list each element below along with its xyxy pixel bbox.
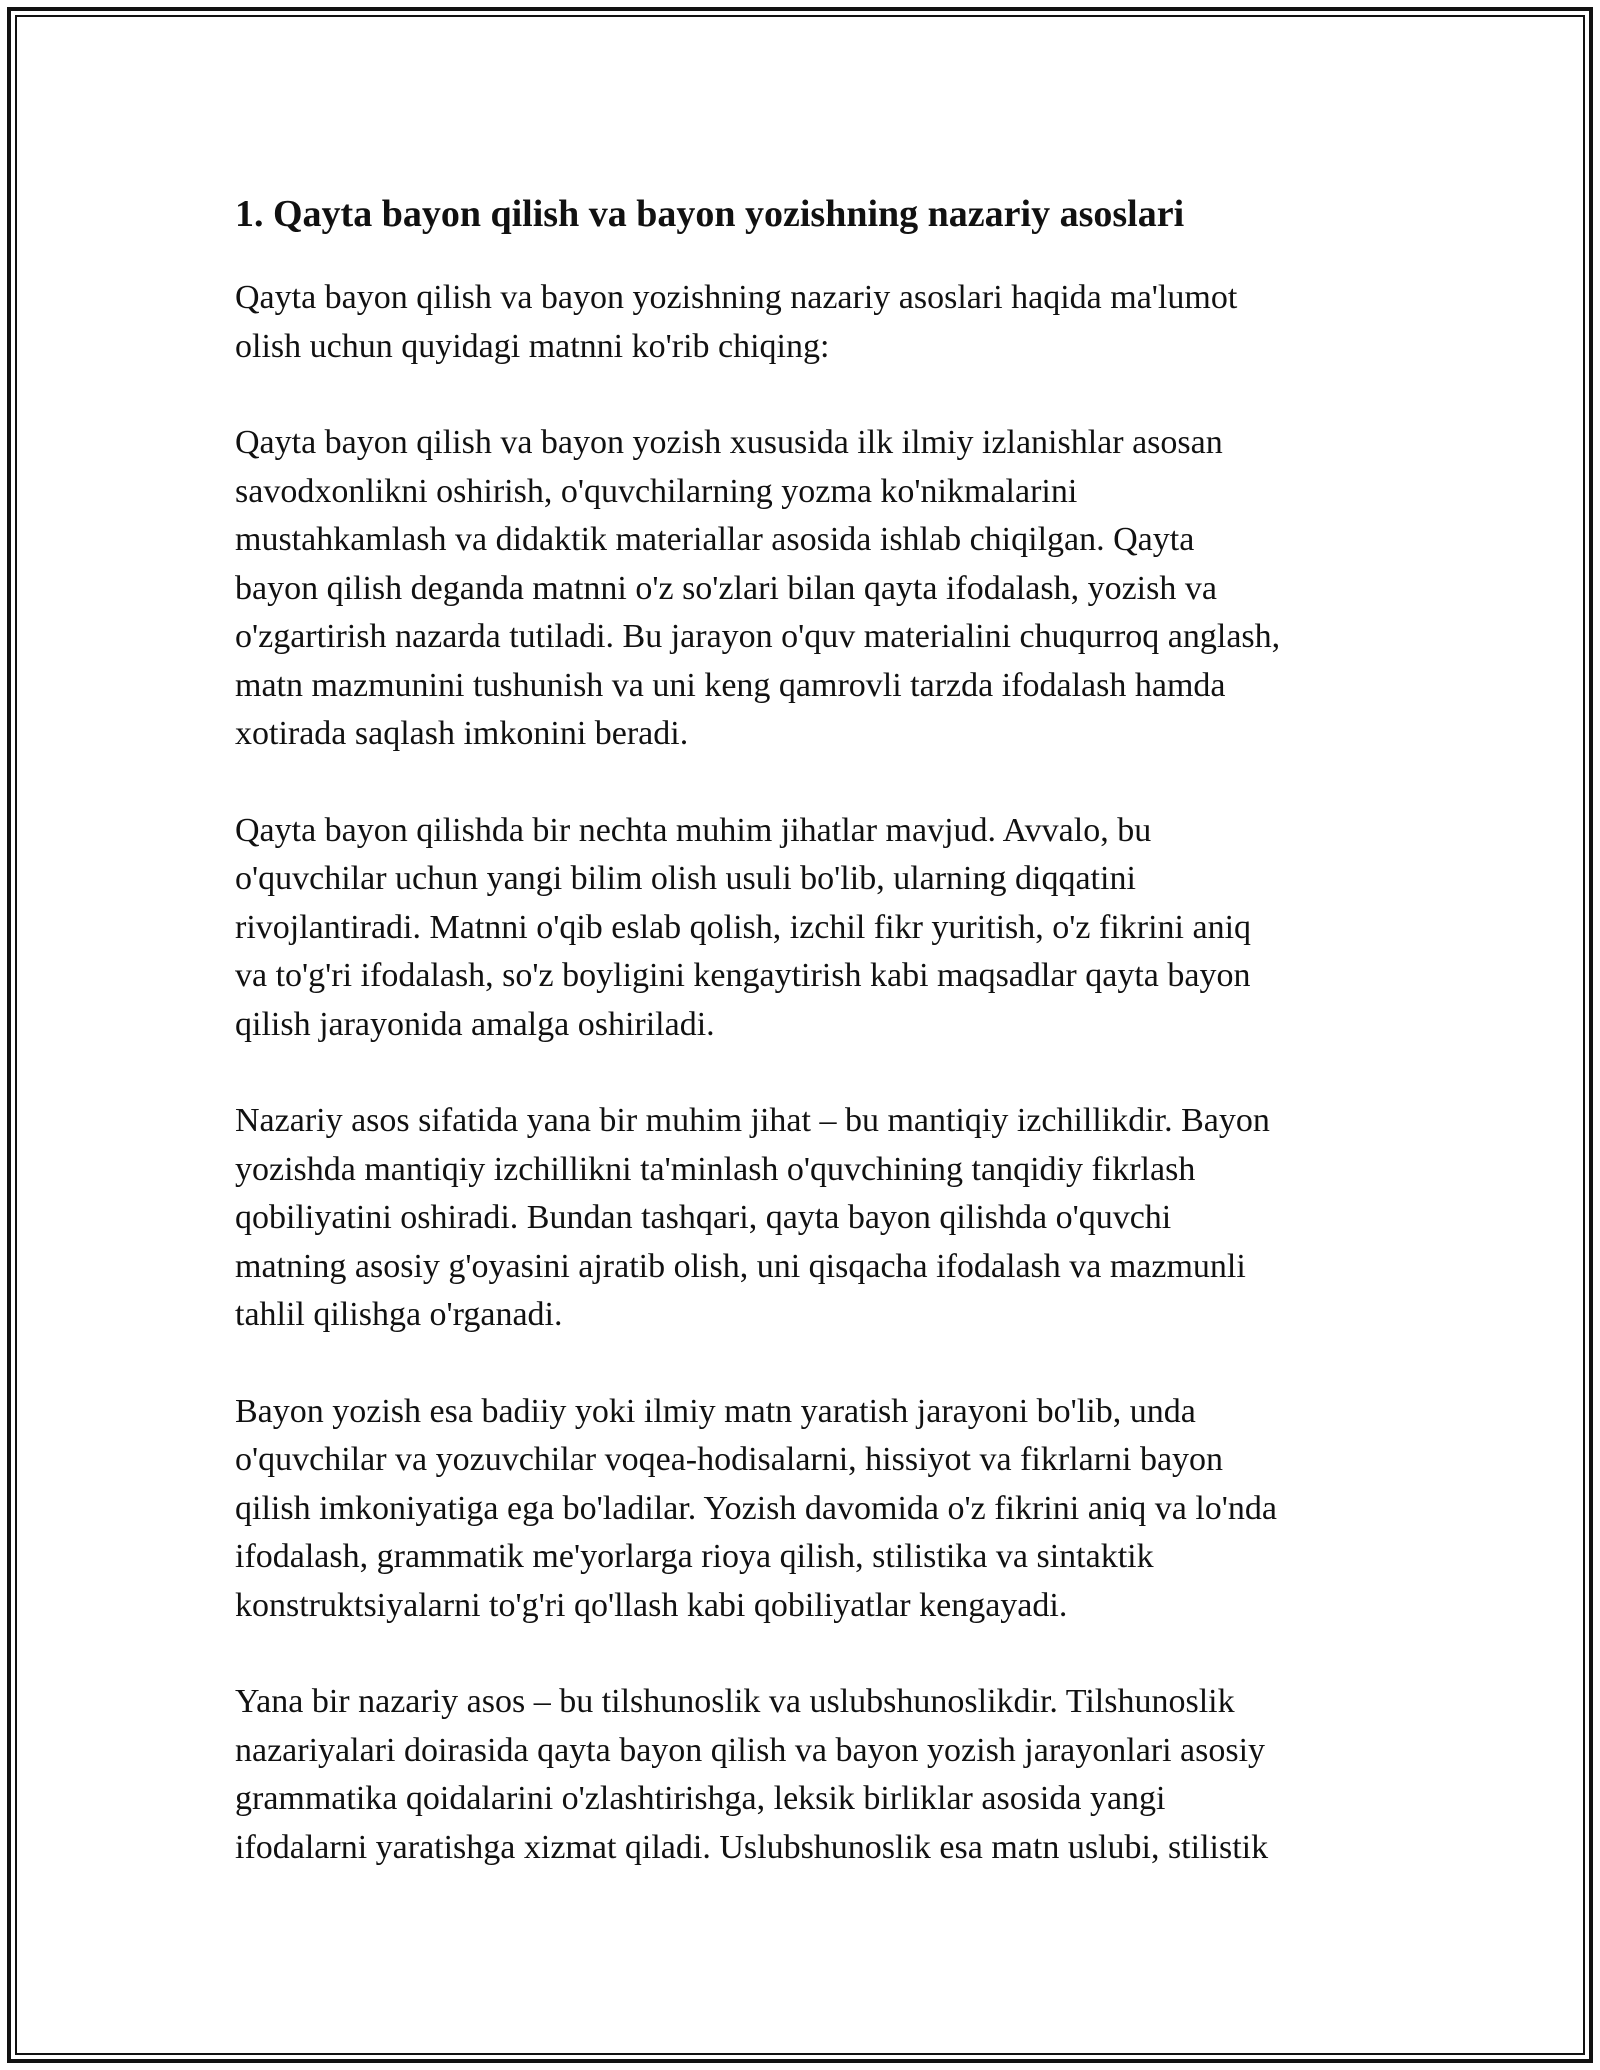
- text-line: matning asosiy g'oyasini ajratib olish, uni qisqacha ifodalash va mazmunli: [235, 1247, 1246, 1285]
- text-line: Nazariy asos sifatida yana bir muhim jihat – bu mantiqiy izchillikdir. Bayon: [235, 1102, 1270, 1139]
- paragraph-linguistics: [235, 1678, 1375, 1872]
- paragraph-writing: [235, 1388, 1375, 1631]
- text-line: bayon qilish deganda matnni o'z so'zlari bilan qayta ifodalash, yozish va: [235, 569, 1217, 607]
- text-line: olish uchun quyidagi matnni ko'rib chiqing:: [235, 327, 830, 365]
- text-line: va to'g'ri ifodalash, so'z boyligini kengaytirish kabi maqsadlar qayta bayon: [235, 957, 1251, 994]
- text-line: qilish jarayonida amalga oshiriladi.: [235, 1005, 715, 1043]
- text-line: Qayta bayon qilish va bayon yozish xususida ilk ilmiy izlanishlar asosan: [235, 424, 1223, 461]
- text-line: Qayta bayon qilish va bayon yozishning nazariy asoslari haqida ma'lumot: [235, 279, 1238, 316]
- text-line: o'quvchilar va yozuvchilar voqea-hodisalarni, hissiyot va fikrlarni bayon: [235, 1441, 1224, 1478]
- paragraph-logic: [235, 1097, 1375, 1340]
- text-line: o'zgartirish nazarda tutiladi. Bu jarayon o'quv materialini chuqurroq anglash,: [235, 618, 1281, 655]
- text-line: yozishda mantiqiy izchillikni ta'minlash o'quvchining tanqidiy fikrlash: [235, 1150, 1196, 1188]
- text-line: Bayon yozish esa badiiy yoki ilmiy matn yaratish jarayoni bo'lib, unda: [235, 1392, 1196, 1430]
- paragraph-aspects: [235, 807, 1375, 1050]
- text-line: qilish imkoniyatiga ega bo'ladilar. Yozish davomida o'z fikrini aniq va lo'nda: [235, 1489, 1277, 1527]
- text-line: grammatika qoidalarini o'zlashtirishga, leksik birliklar asosida yangi: [235, 1780, 1166, 1817]
- text-line: ifodalash, grammatik me'yorlarga rioya qilish, stilistika va sintaktik: [235, 1538, 1154, 1575]
- text-line: nazariyalari doirasida qayta bayon qilish va bayon yozish jarayonlari asosiy: [235, 1731, 1266, 1769]
- text-line: Qayta bayon qilishda bir nechta muhim jihatlar mavjud. Avvalo, bu: [235, 811, 1152, 849]
- text-line: o'quvchilar uchun yangi bilim olish usuli bo'lib, ularning diqqatini: [235, 860, 1136, 897]
- text-line: ifodalarni yaratishga xizmat qiladi. Uslubshunoslik esa matn uslubi, stilistik: [235, 1828, 1269, 1866]
- section-heading: 1. Qayta bayon qilish va bayon yozishning nazariy asoslari: [235, 193, 1185, 235]
- text-line: qobiliyatini oshiradi. Bundan tashqari, qayta bayon qilishda o'quvchi: [235, 1199, 1172, 1236]
- paragraph-definition: [235, 419, 1375, 759]
- document-body: [235, 186, 1375, 1920]
- text-line: tahlil qilishga o'rganadi.: [235, 1296, 563, 1333]
- text-line: konstruktsiyalarni to'g'ri qo'llash kabi qobiliyatlar kengayadi.: [235, 1586, 1068, 1624]
- text-line: matn mazmunini tushunish va uni keng qamrovli tarzda ifodalash hamda: [235, 666, 1226, 704]
- text-line: savodxonlikni oshirish, o'quvchilarning yozma ko'nikmalarini: [235, 472, 1078, 510]
- text-line: xotirada saqlash imkonini beradi.: [235, 715, 689, 752]
- text-line: mustahkamlash va didaktik materiallar asosida ishlab chiqilgan. Qayta: [235, 521, 1195, 558]
- text-line: Yana bir nazariy asos – bu tilshunoslik va uslubshunoslikdir. Tilshunoslik: [235, 1683, 1235, 1720]
- paragraph-intro: [235, 274, 1375, 371]
- text-line: rivojlantiradi. Matnni o'qib eslab qolish, izchil fikr yuritish, o'z fikrini aniq: [235, 908, 1252, 946]
